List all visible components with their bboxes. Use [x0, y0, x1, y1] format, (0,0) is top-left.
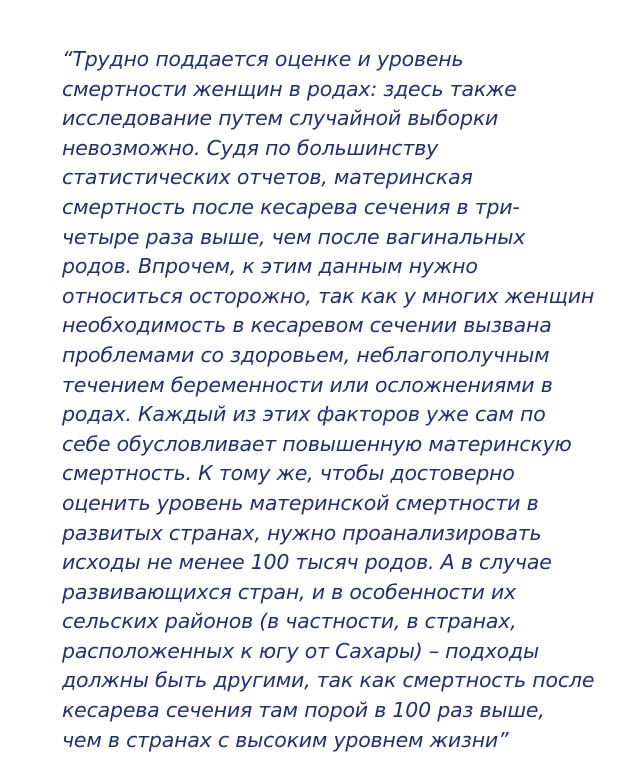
quote-line: родах. Каждый из этих факторов уже сам по	[62, 402, 546, 427]
quote-line: должны быть другими, так как смертность после	[62, 668, 595, 693]
quote-block	[62, 45, 595, 755]
quote-line: проблемами со здоровьем, неблагополучным	[62, 342, 550, 367]
quote-line: развитых странах, нужно проанализировать	[62, 520, 542, 545]
quote-line: развивающихся стран, и в особенности их	[62, 579, 516, 604]
quote-line: относиться осторожно, так как у многих женщин	[62, 283, 595, 308]
quote-line: себе обусловливает повышенную материнскую	[62, 431, 572, 456]
quote-line: “Трудно поддается оценке и уровень	[62, 47, 464, 71]
quote-line: четыре раза выше, чем после вагинальных	[62, 224, 526, 249]
quote-line: смертность после кесарева сечения в три-	[62, 194, 520, 219]
quote-line: смертность. К тому же, чтобы достоверно	[62, 461, 515, 486]
quote-line: чем в странах с высоким уровнем жизни”	[62, 727, 509, 752]
quote-line: невозможно. Судя по большинству	[62, 135, 439, 160]
quote-line: статистических отчетов, материнская	[62, 165, 473, 190]
quote-line: родов. Впрочем, к этим данным нужно	[62, 254, 478, 279]
quote-line: исследование путем случайной выборки	[62, 106, 499, 131]
quote-line: необходимость в кесаревом сечении вызвана	[62, 313, 552, 338]
quote-line: оценить уровень материнской смертности в	[62, 490, 539, 515]
quote-line: кесарева сечения там порой в 100 раз выше,	[62, 698, 545, 723]
quote-line: сельских районов (в частности, в странах,	[62, 609, 517, 634]
quote-line: исходы не менее 100 тысяч родов. А в случае	[62, 550, 552, 575]
quote-line: течением беременности или осложнениями в	[62, 372, 553, 397]
quote-line: расположенных к югу от Сахары) – подходы	[62, 638, 539, 663]
quote-line: смертности женщин в родах: здесь также	[62, 76, 517, 101]
